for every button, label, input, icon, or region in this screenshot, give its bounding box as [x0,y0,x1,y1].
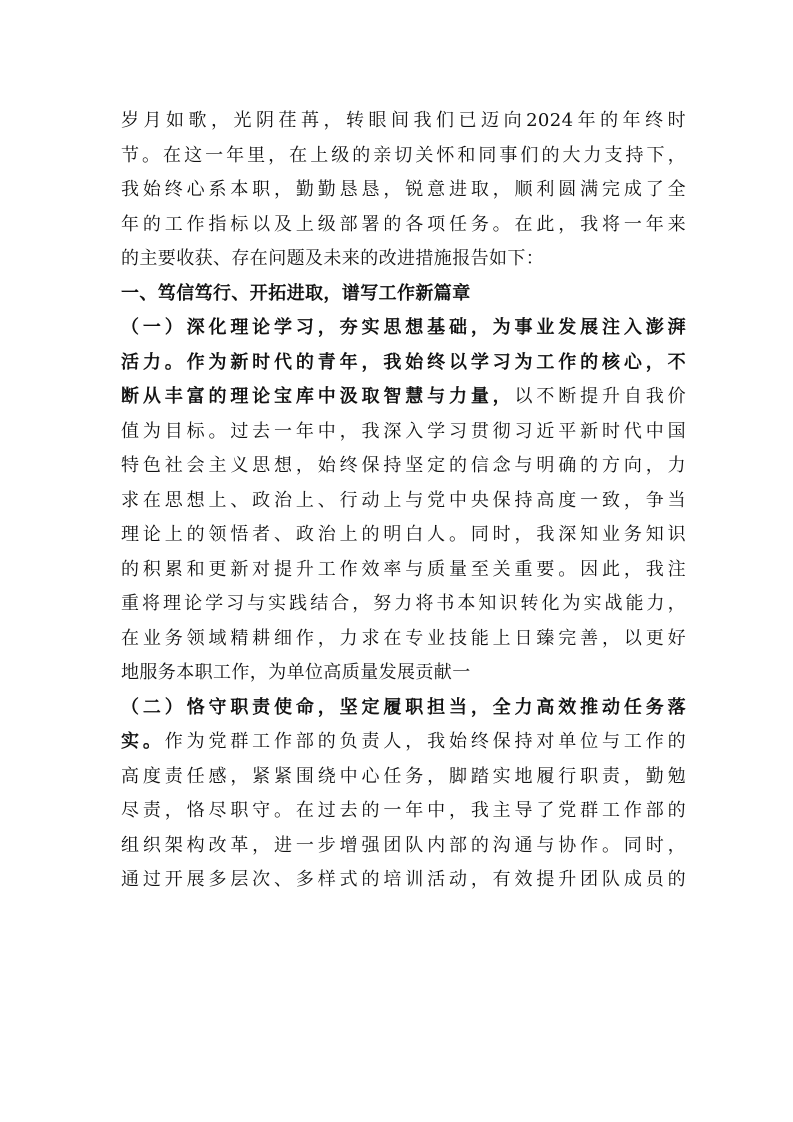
body-text: 重将理论学习与实践结合，努力将书本知识转化为实战能力， [121,593,686,614]
body-text: 通过开展多层次、多样式的培训活动，有效提升团队成员的 [121,869,686,890]
document-body [121,104,686,898]
text-line [121,587,686,622]
bold-text: 实。 [121,731,165,752]
body-text: 岁月如歌，光阴荏苒，转眼间我们已迈向2024年的年终时 [121,110,686,131]
text-line [121,449,686,484]
text-line [121,691,686,726]
text-line [121,242,686,277]
text-line [121,794,686,829]
text-line [121,208,686,243]
body-text: 的主要收获、存在问题及未来的改进措施报告如下： [121,248,545,269]
text-line [121,725,686,760]
body-text: 高度责任感，紧紧围绕中心任务，脚踏实地履行职责，勤勉 [121,765,686,787]
text-line [121,484,686,519]
body-text: 在业务领域精耕细作，力求在专业技能上日臻完善，以更好 [121,627,686,649]
body-text: 特色社会主义思想，始终保持坚定的信念与明确的方向，力 [121,455,686,476]
body-text: 节。在这一年里，在上级的亲切关怀和同事们的大力支持下， [121,144,686,166]
text-line [121,829,686,864]
text-line [121,139,686,174]
body-text: 以不断提升自我价 [514,386,686,407]
body-text: 作为党群工作部的负责人，我始终保持对单位与工作的 [164,731,686,752]
bold-text: （一）深化理论学习，夯实思想基础，为事业发展注入澎湃 [121,317,686,338]
bold-text: 断从丰富的理论宝库中汲取智慧与力量， [121,386,515,407]
text-line [121,656,686,691]
body-text: 组织架构改革，进一步增强团队内部的沟通与协作。同时， [121,834,686,856]
body-text: 理论上的领悟者、政治上的明白人。同时，我深知业务知识 [121,524,686,545]
body-text: 我始终心系本职，勤勤恳恳，锐意进取，顺利圆满完成了全 [121,179,686,200]
text-line [121,863,686,898]
bold-text: 一、笃信笃行、开拓进取，谱写工作新篇章 [121,282,471,304]
body-text: 地服务本职工作，为单位高质量发展贡献一 [121,662,471,683]
bold-text: （二）恪守职责使命，坚定履职担当，全力高效推动任务落 [121,696,686,718]
body-text: 的积累和更新对提升工作效率与质量至关重要。因此，我注 [121,558,686,580]
body-text: 年的工作指标以及上级部署的各项任务。在此，我将一年来 [121,213,686,235]
text-line [121,173,686,208]
text-line [121,104,686,139]
text-line [121,346,686,381]
text-line [121,553,686,588]
text-line [121,415,686,450]
text-line [121,277,686,312]
body-text: 值为目标。过去一年中，我深入学习贯彻习近平新时代中国 [121,420,686,442]
body-text: 尽责，恪尽职守。在过去的一年中，我主导了党群工作部的 [121,800,686,821]
text-line [121,518,686,553]
body-text: 求在思想上、政治上、行动上与党中央保持高度一致，争当 [121,489,686,511]
text-line [121,760,686,795]
text-line [121,311,686,346]
text-line [121,380,686,415]
bold-text: 活力。作为新时代的青年，我始终以学习为工作的核心，不 [121,351,686,373]
text-line [121,622,686,657]
